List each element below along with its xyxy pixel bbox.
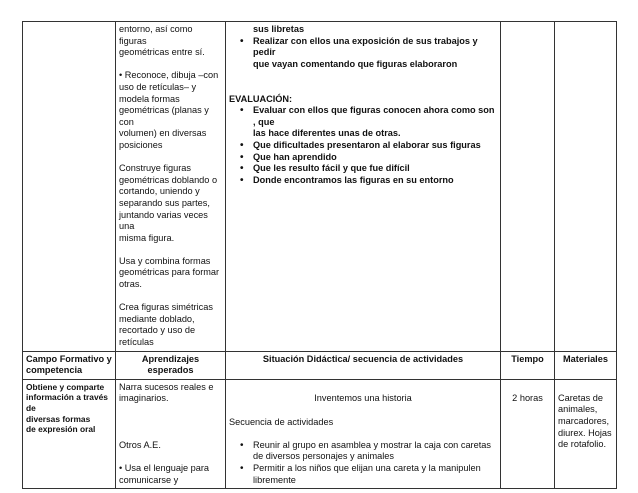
list-item (229, 105, 497, 140)
text-line: de expresión oral (26, 424, 96, 435)
list-item-line1: Que dificultades presentaron al elaborar sus figuras (253, 139, 481, 150)
text-line: Crea figuras simétricas (119, 302, 213, 313)
text-line: de rotafolio. (558, 439, 607, 450)
list-item-line2: libremente (253, 474, 296, 485)
list-item-line1: Realizar con ellos una exposición de sus trabajos y pedir (253, 35, 478, 58)
header-campo (23, 351, 116, 379)
text-line (119, 405, 222, 417)
evaluation-list (229, 105, 497, 186)
text-line: separando sus partes, (119, 197, 210, 208)
list-item (229, 140, 497, 152)
header-aprendizajes: Aprendizajes esperados (116, 351, 226, 379)
text-line: comunicarse y (119, 474, 179, 485)
text-line (119, 428, 222, 440)
list-item-line1: Evaluar con ellos que figuras conocen ahora como son , que (253, 105, 495, 127)
aprendizajes-cell (116, 379, 226, 488)
text-line: Construye figuras (119, 163, 192, 174)
aprendizajes-cell-top (116, 22, 226, 352)
text-line: cortando, uniendo y (119, 186, 200, 197)
text-line: geométricas (planas y con (119, 105, 209, 127)
materiales-cell-empty (555, 22, 617, 352)
list-item-line1: Reunir al grupo en asamblea y mostrar la caja con caretas (253, 439, 491, 450)
text-line: diversas formas (26, 413, 91, 424)
secuencia-label: Secuencia de actividades (229, 416, 334, 427)
evaluation-title: EVALUACIÓN: (229, 93, 293, 104)
list-item-line1: Permitir a los niños que elijan una careta y la manipulen (253, 462, 481, 473)
header-campo-line2: competencia (26, 365, 83, 376)
text-line: geométricas para formar (119, 267, 220, 278)
list-item-line2: las hace diferentes unas de otras. (253, 128, 401, 139)
list-item-line1: Donde encontramos las figuras en su entorno (253, 174, 454, 185)
list-item (229, 36, 497, 71)
header-situacion: Situación Didáctica/ secuencia de actividades (226, 351, 501, 379)
situacion-title: Inventemos una historia (314, 393, 412, 404)
text-line: • Reconoce, dibuja –con (119, 70, 219, 81)
text-line: • Usa el lenguaje para (119, 462, 210, 473)
text-line: retículas (119, 337, 154, 348)
text-line: Otros A.E. (119, 439, 161, 450)
text-line (119, 417, 222, 429)
text-line: entorno, así como figuras (119, 24, 193, 46)
text-line: marcadores, (558, 416, 610, 426)
tiempo-cell (501, 379, 555, 488)
campo-cell (23, 379, 116, 488)
list-item-line2: que vayan comentando que figuras elaboraron (253, 58, 458, 69)
list-item (229, 463, 497, 486)
text-line: volumen) en diversas (119, 128, 207, 139)
situacion-cell-top (226, 22, 501, 352)
list-item (229, 163, 497, 175)
materiales-cell (555, 379, 617, 488)
text-line (119, 451, 222, 463)
text-line: animales, (558, 404, 598, 415)
activity-list (229, 440, 497, 486)
text-line (119, 291, 222, 303)
header-materiales: Materiales (555, 351, 617, 379)
text-line: Narra sucesos reales e (119, 381, 214, 392)
text-line: mediante doblado, (119, 313, 195, 324)
text-line: misma figura. (119, 232, 175, 243)
text-line (119, 152, 222, 164)
text-line: modela formas (119, 93, 180, 104)
text-line: juntando varias veces una (119, 209, 208, 232)
planning-table (22, 21, 617, 489)
list-item (229, 440, 497, 463)
header-row (23, 351, 617, 379)
tiempo-cell-empty (501, 22, 555, 352)
text-line: posiciones (119, 139, 163, 150)
list-item (229, 175, 497, 187)
text-line: geométricas entre sí. (119, 47, 205, 58)
libretas-line: sus libretas (253, 24, 305, 34)
content-row (23, 379, 617, 488)
header-tiempo: Tiempo (501, 351, 555, 379)
campo-cell-empty (23, 22, 116, 352)
text-line: Caretas de (558, 392, 603, 403)
continuation-row (23, 22, 617, 352)
list-item-line2: de diversos personajes y animales (253, 451, 394, 462)
tiempo-value: 2 horas (512, 393, 543, 404)
text-line: otras. (119, 279, 142, 290)
text-line: recortado y uso de (119, 325, 196, 336)
list-item-line1: Que han aprendido (253, 151, 337, 162)
text-line (119, 59, 222, 71)
situacion-cell (226, 379, 501, 488)
text-line: diurex. Hojas (558, 427, 612, 438)
text-line: imaginarios. (119, 393, 169, 404)
text-line: uso de retículas– y (119, 81, 197, 92)
text-line (119, 244, 222, 256)
top-activity-list (229, 36, 497, 71)
header-campo-line1: Campo Formativo y (26, 353, 112, 364)
list-item-line1: Que les resulto fácil y que fue difícil (253, 163, 410, 174)
text-line: Obtiene y comparte (26, 381, 105, 392)
list-item (229, 152, 497, 164)
text-line: Usa y combina formas (119, 255, 211, 266)
text-line: información a través de (26, 392, 108, 413)
text-line: geométricas doblando o (119, 174, 218, 185)
